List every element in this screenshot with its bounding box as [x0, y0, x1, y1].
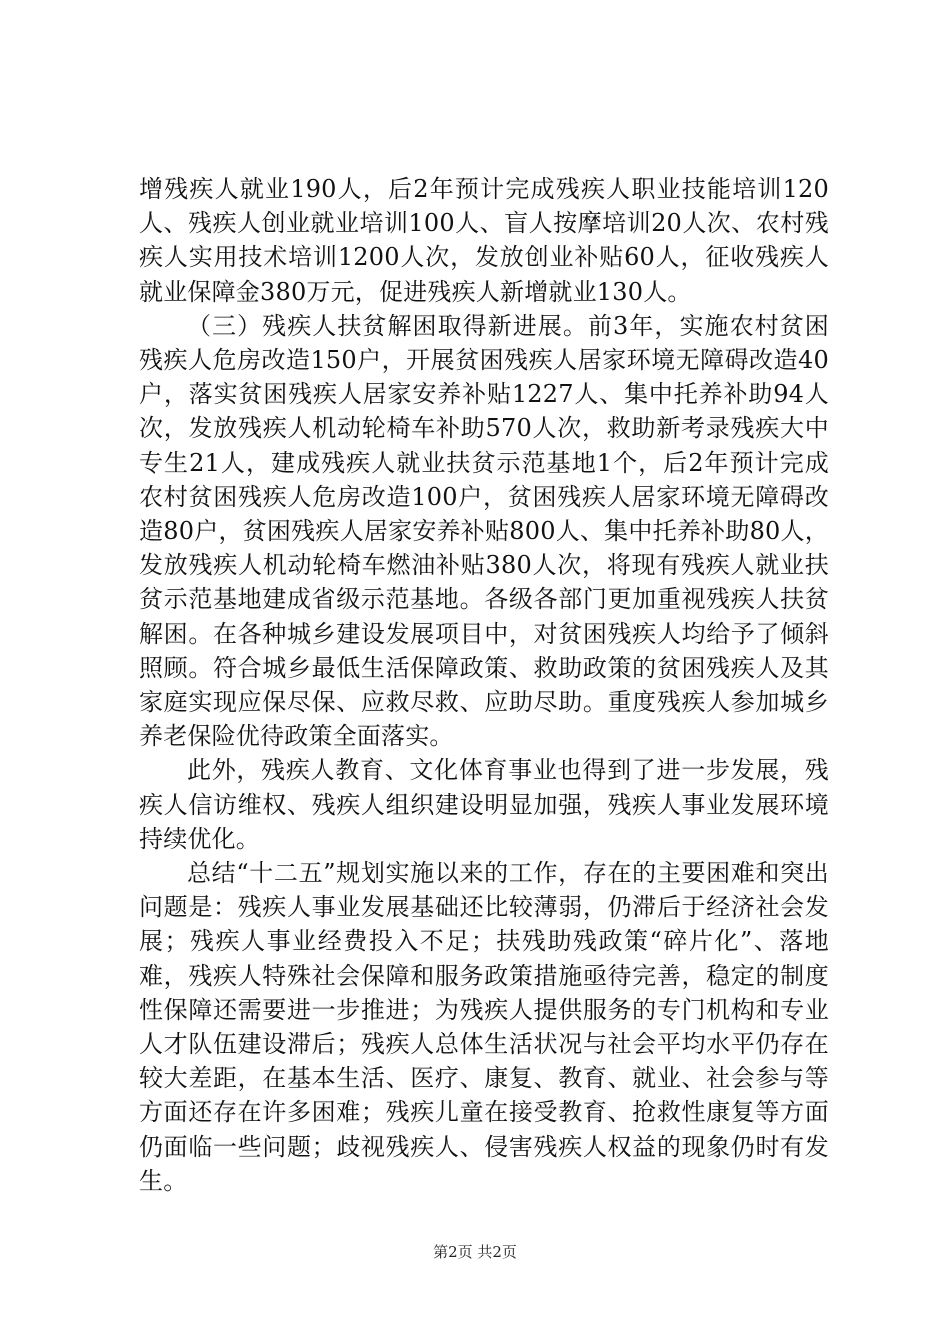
document-body [139, 172, 829, 1198]
paragraph-poverty-relief: （三）残疾人扶贫解困取得新进展。前3年，实施农村贫困残疾人危房改造150户，开展贫困残疾人居家环境无障碍改造40户，落实贫困残疾人居家安养补贴1227人、集中托养补助94人次，发放残疾人机动轮椅车补助570人次，救助新考录残疾大中专生21人，建成残疾人就业扶贫示范基地1个，后2年预计完成农村贫困残疾人危房改造100户，贫困残疾人居家环境无障碍改造80户，贫困残疾人居家安养补贴800人、集中托养补助80人，发放残疾人机动轮椅车燃油补贴380人次，将现有残疾人就业扶贫示范基地建成省级示范基地。各级各部门更加重视残疾人扶贫解困。在各种城乡建设发展项目中，对贫困残疾人均给予了倾斜照顾。符合城乡最低生活保障政策、救助政策的贫困残疾人及其家庭实现应保尽保、应救尽救、应助尽助。重度残疾人参加城乡养老保险优待政策全面落实。 [139, 311, 829, 751]
page-number-footer: 第2页 共2页 [433, 1243, 517, 1261]
paragraph-education-culture: 此外，残疾人教育、文化体育事业也得到了进一步发展，残疾人信访维权、残疾人组织建设明显加强，残疾人事业发展环境持续优化。 [139, 756, 829, 853]
paragraph-problems-summary: 总结“十二五”规划实施以来的工作，存在的主要困难和突出问题是：残疾人事业发展基础还比较薄弱，仍滞后于经济社会发展；残疾人事业经费投入不足；扶残助残政策“碎片化”、落地难，残疾人特殊社会保障和服务政策措施亟待完善，稳定的制度性保障还需要进一步推进；为残疾人提供服务的专门机构和专业人才队伍建设滞后；残疾人总体生活状况与社会平均水平仍存在较大差距，在基本生活、医疗、康复、教育、就业、社会参与等方面还存在许多困难；残疾儿童在接受教育、抢救性康复等方面仍面临一些问题；歧视残疾人、侵害残疾人权益的现象仍时有发生。 [139, 859, 829, 1195]
paragraph-employment: 增残疾人就业190人，后2年预计完成残疾人职业技能培训120人、残疾人创业就业培训100人、盲人按摩培训20人次、农村残疾人实用技术培训1200人次，发放创业补贴60人，征收残疾人就业保障金380万元，促进残疾人新增就业130人。 [139, 175, 829, 306]
